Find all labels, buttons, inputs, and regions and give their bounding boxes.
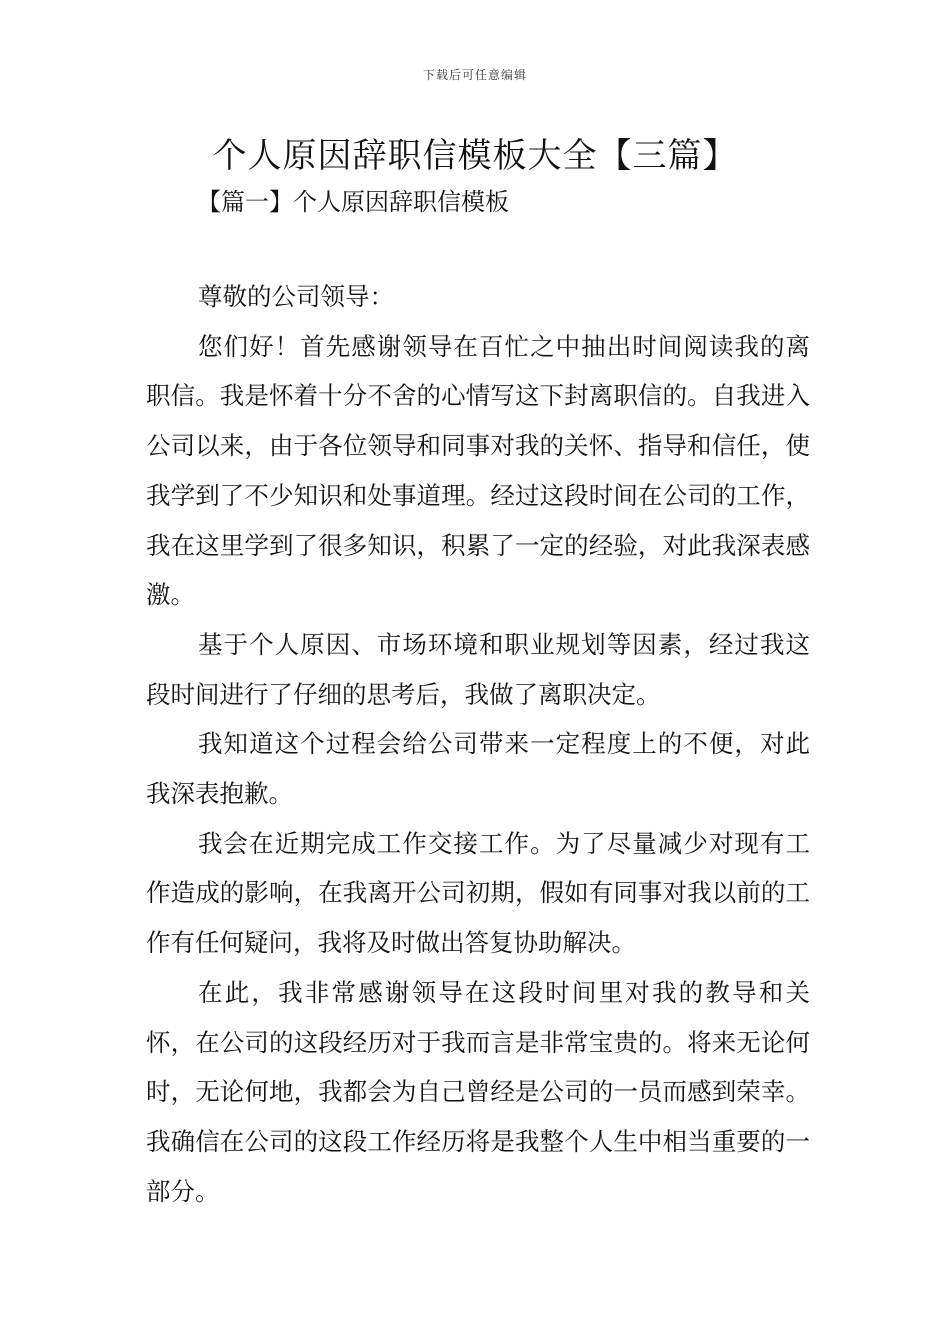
- section-heading: 【篇一】个人原因辞职信模板: [197, 188, 509, 216]
- header-note: 下载后可任意编辑: [422, 68, 527, 82]
- salutation: 尊敬的公司领导：: [198, 282, 394, 311]
- paragraph: 我知道这个过程会给公司带来一定程度上的不便，对此我深表抱歉。: [146, 729, 810, 809]
- paragraph: 基于个人原因、市场环境和职业规划等因素，经过我这段时间进行了仔细的思考后，我做了离职决定。: [146, 629, 810, 709]
- document-title: 个人原因辞职信模板大全【三篇】: [212, 136, 738, 176]
- letter-body: [146, 272, 810, 1216]
- paragraph: 在此，我非常感谢领导在这段时间里对我的教导和关怀，在公司的这段经历对于我而言是非常宝贵的。将来无论何时，无论何地，我都会为自己曾经是公司的一员而感到荣幸。我确信在公司的这段工作经历将是我整个人生中相当重要的一部分。: [146, 977, 810, 1206]
- paragraph: 您们好！首先感谢领导在百忙之中抽出时间阅读我的离职信。我是怀着十分不舍的心情写这下封离职信的。自我进入公司以来，由于各位领导和同事对我的关怀、指导和信任，使我学到了不少知识和处事道理。经过这段时间在公司的工作，我在这里学到了很多知识，积累了一定的经验，对此我深表感激。: [146, 331, 810, 610]
- paragraph: 我会在近期完成工作交接工作。为了尽量减少对现有工作造成的影响，在我离开公司初期，假如有同事对我以前的工作有任何疑问，我将及时做出答复协助解决。: [146, 828, 810, 958]
